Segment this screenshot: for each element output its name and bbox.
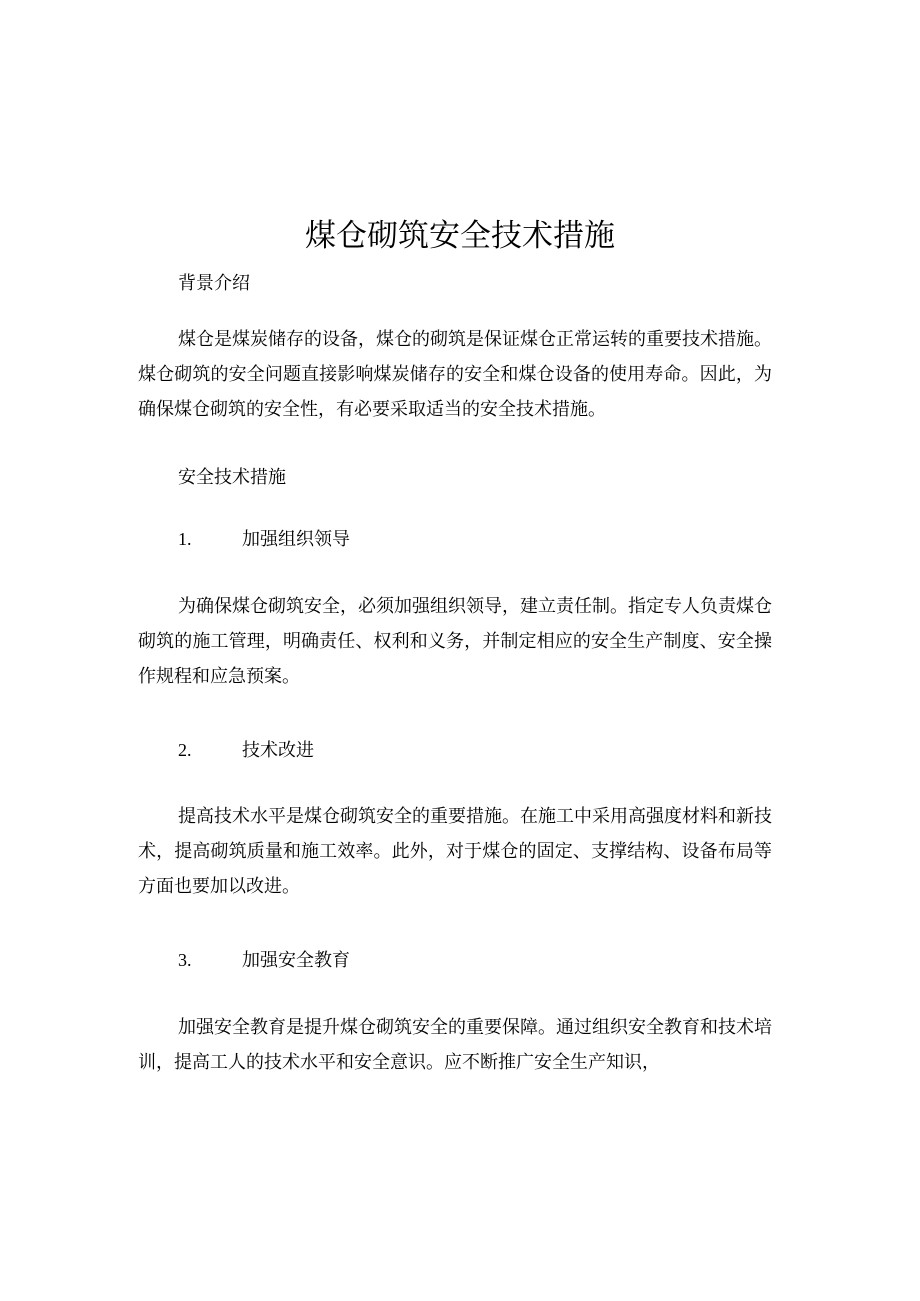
document-title: 煤仓砌筑安全技术措施 [305,218,615,254]
section-1-paragraph: 为确保煤仓砌筑安全，必须加强组织领导，建立责任制。指定专人负责煤仓砌筑的施工管理，明确责任、权利和义务，并制定相应的安全生产制度、安全操作规程和应急预案。 [138,596,772,687]
background-paragraph: 煤仓是煤炭储存的设备，煤仓的砌筑是保证煤仓正常运转的重要技术措施。煤仓砌筑的安全问题直接影响煤炭储存的安全和煤仓设备的使用寿命。因此，为确保煤仓砌筑的安全性，有必要采取适当的安全技术措施。 [138,329,772,420]
background-heading: 背景介绍 [178,273,250,294]
measures-heading: 安全技术措施 [178,467,286,488]
section-3-heading-line [178,946,350,975]
section-2-heading-line [178,736,314,765]
section-3-paragraph: 加强安全教育是提升煤仓砌筑安全的重要保障。通过组织安全教育和技术培训，提高工人的技术水平和安全意识。应不断推广安全生产知识， [138,1017,772,1073]
section-1-number: 1. [178,529,192,549]
section-3-heading: 加强安全教育 [242,950,350,971]
section-2-paragraph: 提高技术水平是煤仓砌筑安全的重要措施。在施工中采用高强度材料和新技术，提高砌筑质量和施工效率。此外，对于煤仓的固定、支撑结构、设备布局等方面也要加以改进。 [138,806,772,897]
section-1-heading-line [178,525,350,554]
section-2-heading: 技术改进 [242,740,314,761]
section-3-number: 3. [178,950,192,970]
section-1-heading: 加强组织领导 [242,529,350,550]
section-2-number: 2. [178,740,192,760]
